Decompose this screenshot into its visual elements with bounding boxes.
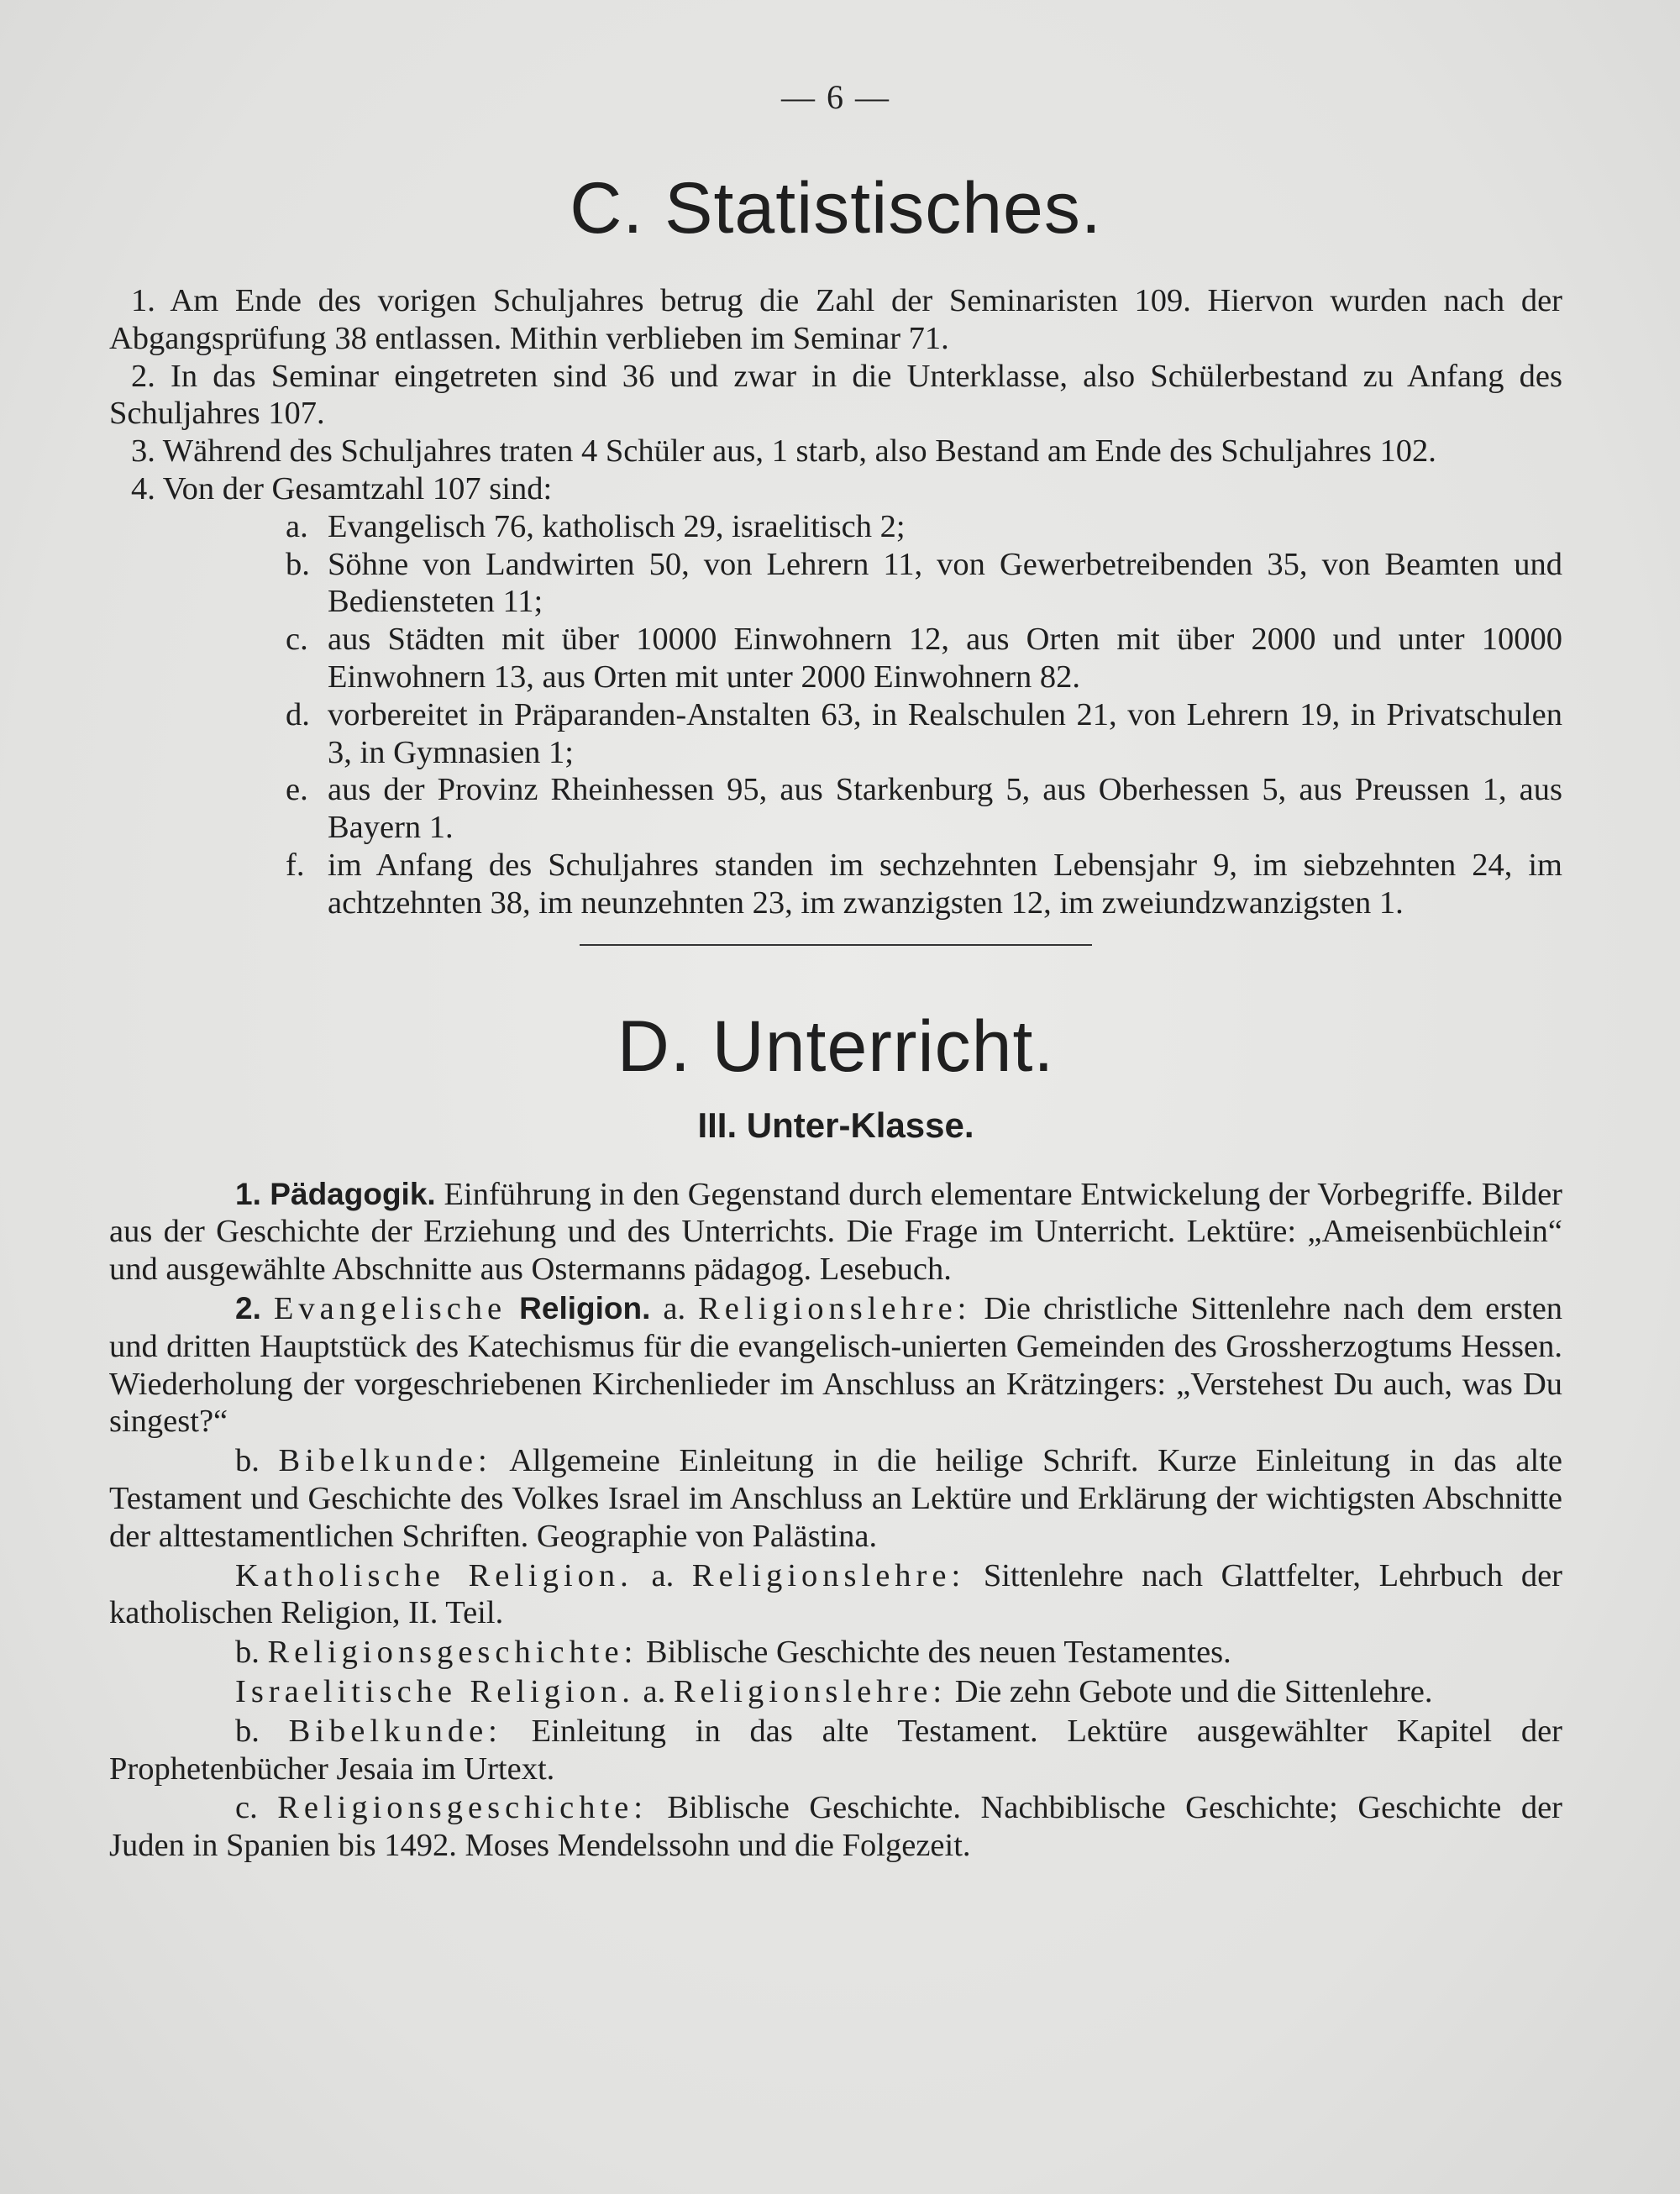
isr-religion-paragraph (109, 1673, 1562, 1711)
stat-paragraph-3: 3. Während des Schuljahres traten 4 Schüler aus, 1 starb, also Bestand am Ende des Schuljahres 102. (131, 433, 1436, 470)
stat-item-label: e. (286, 772, 308, 808)
ev-b-label: Bibelkunde: (278, 1443, 492, 1479)
kath-a-marker: a. (651, 1557, 675, 1593)
stat-item-text: aus Städten mit über 10000 Einwohnern 12, aus Orten mit über 2000 und unter 10000 Einwohnern 13, aus Orten mit unter 2000 Einwohnern 82. (328, 622, 1562, 695)
isr-c-label: Religionsgeschichte: (277, 1790, 648, 1826)
kath-geschichte-paragraph (109, 1634, 1562, 1672)
ev-number: 2. (235, 1290, 261, 1325)
stat-paragraph-4: 4. Von der Gesamtzahl 107 sind: (131, 470, 553, 507)
isr-bibelkunde-paragraph (109, 1713, 1562, 1788)
stat-item-c (109, 621, 1562, 696)
stat-item-label: f. (286, 847, 305, 883)
paedagogik-text: Einführung in den Gegenstand durch elementare Entwickelung der Vorbegriffe. Bilder aus der Geschichte der Erziehung und des Unterrichts. Die Frage im Unterricht. Lektüre: „Ameisenbüchlein“ und ausgewählte Abschnitte aus Ostermanns pädagog. Lesebuch. (109, 1176, 1562, 1288)
stat-item-label: c. (286, 622, 308, 658)
ev-b-text: Allgemeine Einleitung in die heilige Schrift. Kurze Einleitung in das alte Testament und Geschichte des Volkes Israel im Anschluss an Lektüre und Erklärung der wichtigsten Abschnitte der alttestamentlichen Schriften. Geographie von Palästina. (109, 1443, 1562, 1554)
kath-a-label: Religionslehre: (691, 1557, 966, 1593)
stat-item-label: d. (286, 696, 310, 732)
stat-item-text: im Anfang des Schuljahres standen im sechzehnten Lebensjahr 9, im siebzehnten 24, im achtzehnten 38, im neunzehnten 23, im zwanzigsten 12, im zweiundzwanzigsten 1. (328, 847, 1562, 921)
stat-item-label: b. (286, 546, 310, 582)
stat-item-d (109, 696, 1562, 772)
stat-item-a (109, 508, 1562, 546)
ev-word: Evangelische (273, 1290, 507, 1326)
isr-a-marker: a. (643, 1673, 666, 1709)
kath-b-marker: b. (235, 1635, 260, 1671)
paedagogik-paragraph (109, 1176, 1562, 1289)
isr-c-marker: c. (235, 1790, 258, 1826)
isr-a-label: Religionslehre: (673, 1673, 948, 1709)
isr-b-marker: b. (235, 1713, 260, 1749)
stat-item-text: Söhne von Landwirten 50, von Lehrern 11, von Gewerbetreibenden 35, von Beamten und Bediensteten 11; (328, 546, 1562, 620)
ev-a-label: Religionslehre: (698, 1290, 972, 1326)
stat-item-text: aus der Provinz Rheinhessen 95, aus Starkenburg 5, aus Oberhessen 5, aus Preussen 1, aus Bayern 1. (328, 772, 1562, 846)
kath-b-label: Religionsgeschichte: (267, 1635, 638, 1671)
ev-religion-label: Religion. (519, 1290, 651, 1325)
stat-item-b (109, 546, 1562, 622)
stat-paragraph-2: 2. In das Seminar eingetreten sind 36 und zwar in die Unterklasse, also Schülerbestand zu Anfang des Schuljahres 107. (109, 358, 1562, 432)
ev-a-marker: a. (663, 1290, 686, 1326)
stat-paragraph-1: 1. Am Ende des vorigen Schuljahres betrug die Zahl der Seminaristen 109. Hiervon wurden nach der Abgangsprüfung 38 entlassen. Mithin verblieben im Seminar 71. (109, 283, 1562, 356)
class-heading: III. Unter-Klasse. (697, 1105, 974, 1145)
isr-label: Israelitische Religion. (235, 1673, 635, 1709)
isr-b-text: Einleitung in das alte Testament. Lektüre ausgewählter Kapitel der Prophetenbücher Jesaia im Urtext. (109, 1713, 1562, 1787)
section-c-heading: C. Statistisches. (570, 168, 1102, 249)
isr-a-text: Die zehn Gebote und die Sittenlehre. (954, 1673, 1433, 1709)
isr-b-label: Bibelkunde: (288, 1713, 502, 1749)
paedagogik-label: 1. Pädagogik. (235, 1176, 436, 1211)
page-number: — 6 — (781, 78, 890, 116)
ev-b-marker: b. (235, 1443, 260, 1479)
isr-geschichte-paragraph (109, 1789, 1562, 1865)
kath-religion-paragraph (109, 1557, 1562, 1633)
stat-item-text: Evangelisch 76, katholisch 29, israelitisch 2; (328, 508, 906, 544)
ev-religion-paragraph (109, 1290, 1562, 1441)
stat-item-text: vorbereitet in Präparanden-Anstalten 63, in Realschulen 21, von Lehrern 19, in Privatschulen 3, in Gymnasien 1; (328, 696, 1562, 770)
isr-c-text: Biblische Geschichte. Nachbiblische Geschichte; Geschichte der Juden in Spanien bis 1492. Moses Mendelssohn und die Folgezeit. (109, 1790, 1562, 1864)
page-content (109, 77, 1562, 1865)
ev-a-text: Die christliche Sittenlehre nach dem ersten und dritten Hauptstück des Katechismus für die evangelisch-unierten Gemeinden des Grossherzogtums Hessen. Wiederholung der vorgeschriebenen Kirchenlieder im Anschluss an Krätzingers: „Verstehest Du auch, was Du singest?“ (109, 1290, 1563, 1440)
stat-item-e (109, 771, 1562, 847)
stat-item-label: a. (286, 508, 308, 544)
kath-label: Katholische Religion. (235, 1557, 633, 1593)
kath-a-text: Sittenlehre nach Glattfelter, Lehrbuch der katholischen Religion, II. Teil. (109, 1557, 1562, 1631)
stat-item-f (109, 847, 1562, 922)
section-divider (580, 944, 1092, 946)
kath-b-text: Biblische Geschichte des neuen Testamentes. (645, 1635, 1231, 1671)
ev-bibelkunde-paragraph (109, 1442, 1562, 1555)
section-d-heading: D. Unterricht. (617, 1005, 1055, 1087)
